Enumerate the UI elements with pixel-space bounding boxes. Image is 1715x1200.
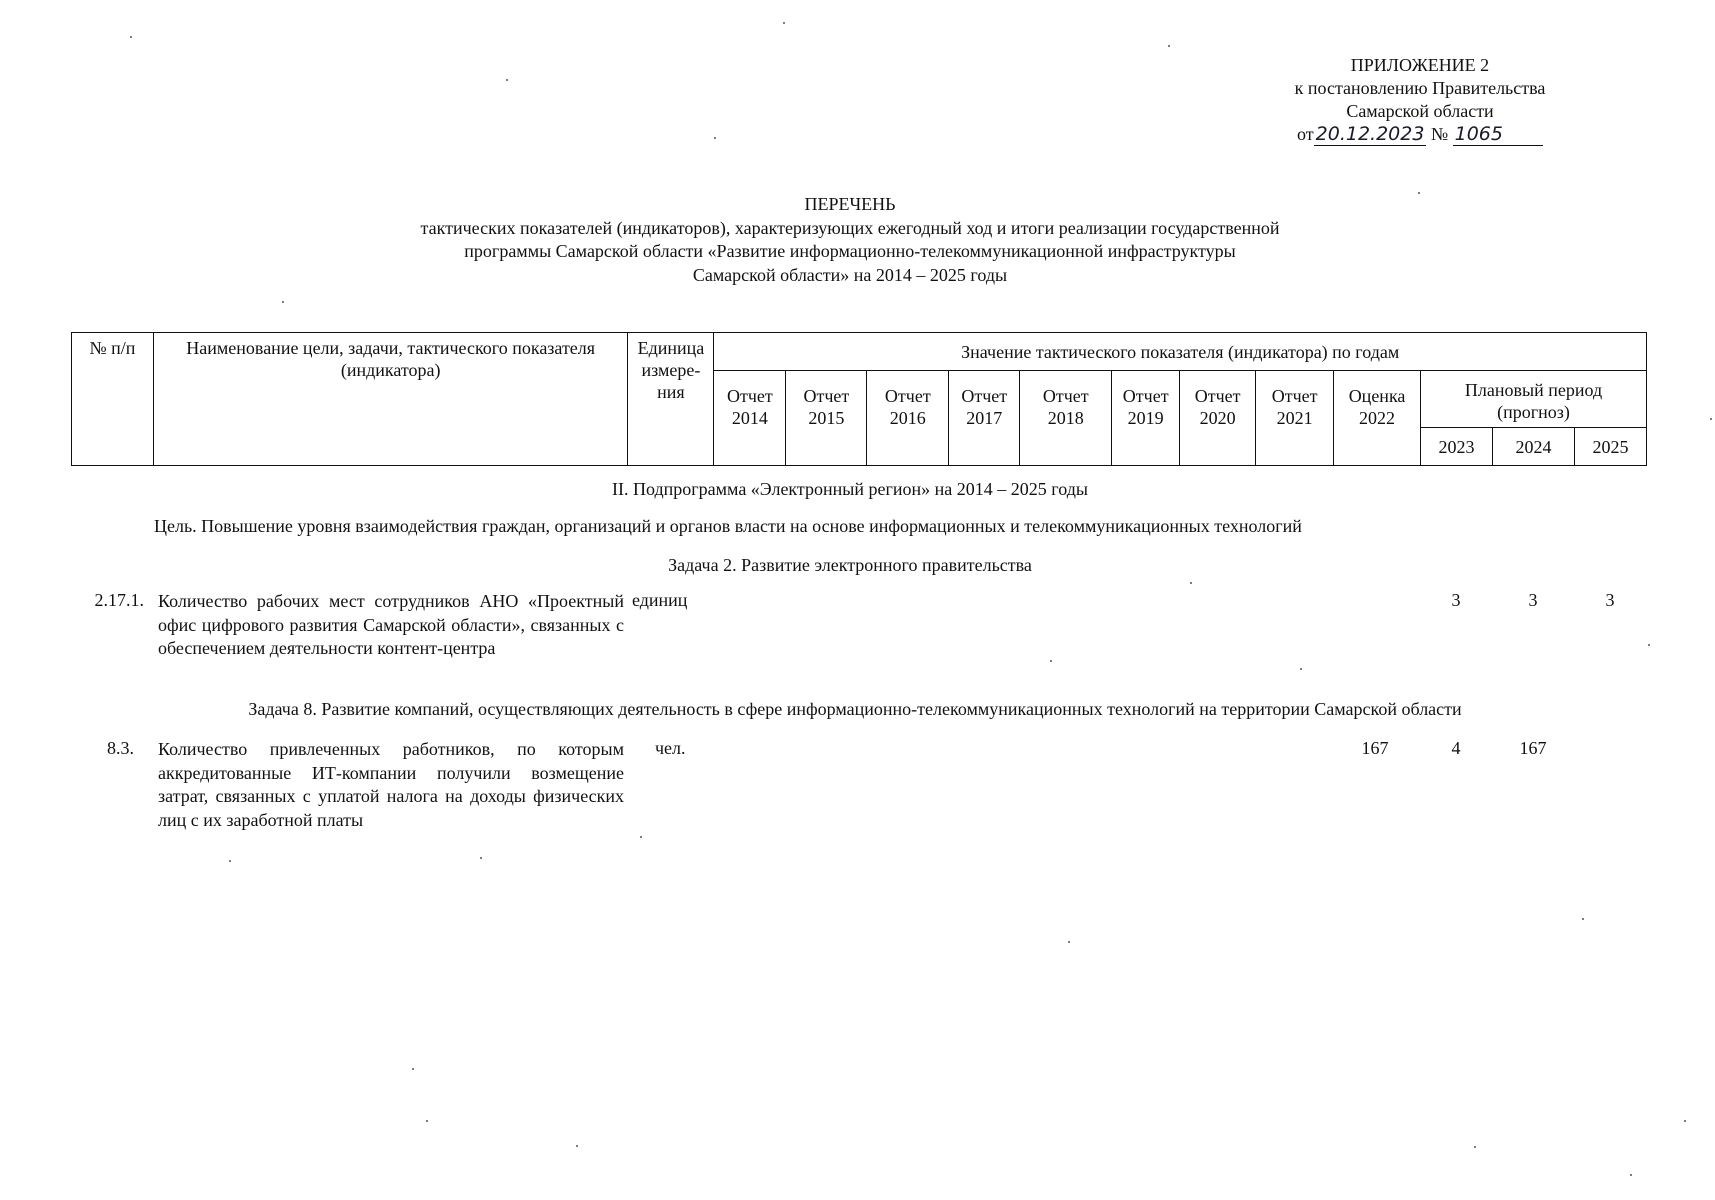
annex-block	[1240, 54, 1600, 146]
scan-speck	[480, 857, 482, 859]
header-plan-2025: 2025	[1574, 428, 1646, 466]
row-value-2025: 3	[1605, 590, 1615, 610]
header-unit: Единица измере-ния	[628, 333, 714, 466]
scan-speck	[1648, 644, 1650, 646]
header-plan-2024: 2024	[1492, 428, 1574, 466]
header-year-2018: Отчет 2018	[1020, 371, 1112, 466]
scan-speck	[1300, 668, 1302, 670]
annex-date-prefix: от	[1297, 124, 1314, 144]
scan-speck	[1168, 45, 1170, 47]
row-value-2023: 4	[1451, 738, 1461, 758]
scan-speck	[714, 137, 716, 139]
scan-speck	[1050, 660, 1052, 662]
row-unit: единиц	[632, 590, 688, 610]
header-year-2014: Отчет 2014	[714, 371, 786, 466]
header-year-2021: Отчет 2021	[1256, 371, 1334, 466]
row-number: 2.17.1.	[94, 590, 144, 610]
header-year-2017: Отчет 2017	[949, 371, 1020, 466]
row-unit: чел.	[655, 738, 686, 758]
scan-speck	[1582, 918, 1584, 920]
row-value-2023: 3	[1451, 590, 1461, 610]
annex-date-line	[1297, 123, 1543, 146]
scan-speck	[412, 1068, 414, 1070]
header-plan-2023: 2023	[1421, 428, 1493, 466]
annex-title: ПРИЛОЖЕНИЕ 2	[1350, 55, 1490, 75]
scan-speck	[130, 36, 132, 38]
scan-speck	[640, 836, 642, 838]
row-number: 8.3.	[107, 738, 134, 758]
annex-date: 20.12.2023	[1315, 123, 1425, 145]
annex-line-2: Самарской области	[1346, 101, 1494, 121]
scan-speck	[506, 79, 508, 81]
task-2-title: Задача 2. Развитие электронного правительства	[668, 555, 1032, 575]
annex-number-prefix: №	[1430, 124, 1449, 144]
row-name: Количество рабочих мест сотрудников АНО «Проектный офис цифрового развития Самарской области», связанных с обеспечением деятельности контент-центра	[158, 591, 624, 658]
header-plan-period: Плановый период (прогноз)	[1421, 371, 1647, 428]
subprogram-title: II. Подпрограмма «Электронный регион» на 2014 – 2025 годы	[612, 479, 1088, 499]
scan-speck	[1190, 582, 1192, 584]
title-line-3: Самарской области» на 2014 – 2025 годы	[692, 264, 1008, 285]
scan-speck	[426, 1120, 428, 1122]
header-year-2020: Отчет 2020	[1180, 371, 1256, 466]
scan-speck	[1068, 941, 1070, 943]
row-value-2024: 167	[1519, 738, 1547, 758]
header-year-2015: Отчет 2015	[786, 371, 867, 466]
title-heading: ПЕРЕЧЕНЬ	[804, 194, 896, 214]
header-year-2016: Отчет 2016	[867, 371, 949, 466]
scan-speck	[576, 1145, 578, 1147]
header-name: Наименование цели, задачи, тактического показателя (индикатора)	[153, 333, 628, 466]
title-line-1: тактических показателей (индикаторов), характеризующих ежегодный ход и итоги реализации государственной	[420, 217, 1280, 238]
header-num: № п/п	[72, 333, 154, 466]
annex-line-1: к постановлению Правительства	[1294, 78, 1546, 98]
row-value-2024: 3	[1528, 590, 1538, 610]
header-values-by-year: Значение тактического показателя (индикатора) по годам	[714, 333, 1647, 371]
annex-number: 1065	[1453, 123, 1543, 146]
header-year-2019: Отчет 2019	[1112, 371, 1180, 466]
scan-speck	[1474, 1146, 1476, 1148]
scan-speck	[783, 22, 785, 24]
task-8-title: Задача 8. Развитие компаний, осуществляющих деятельность в сфере информационно-телекоммуникационных технологий на территории Самарской области	[248, 699, 1462, 719]
document-title	[300, 193, 1400, 287]
row-value-2022: 167	[1361, 738, 1389, 758]
scan-speck	[229, 860, 231, 862]
scan-speck	[1418, 192, 1420, 194]
goal-text: Цель. Повышение уровня взаимодействия граждан, организаций и органов власти на основе информационных и телекоммуникационных технологий	[154, 516, 1302, 536]
scan-speck	[1710, 418, 1712, 420]
title-line-2: программы Самарской области «Развитие информационно-телекоммуникационной инфраструктуры	[464, 241, 1236, 261]
header-year-2022: Оценка 2022	[1334, 371, 1421, 466]
row-name: Количество привлеченных работников, по которым аккредитованные ИТ-компании получили возмещение затрат, связанных с уплатой налога на доходы физических лиц с их заработной платы	[158, 739, 624, 830]
indicators-table-header	[71, 332, 1647, 466]
scan-speck	[282, 301, 284, 303]
scan-speck	[1630, 1174, 1632, 1176]
scan-speck	[1684, 1120, 1686, 1122]
